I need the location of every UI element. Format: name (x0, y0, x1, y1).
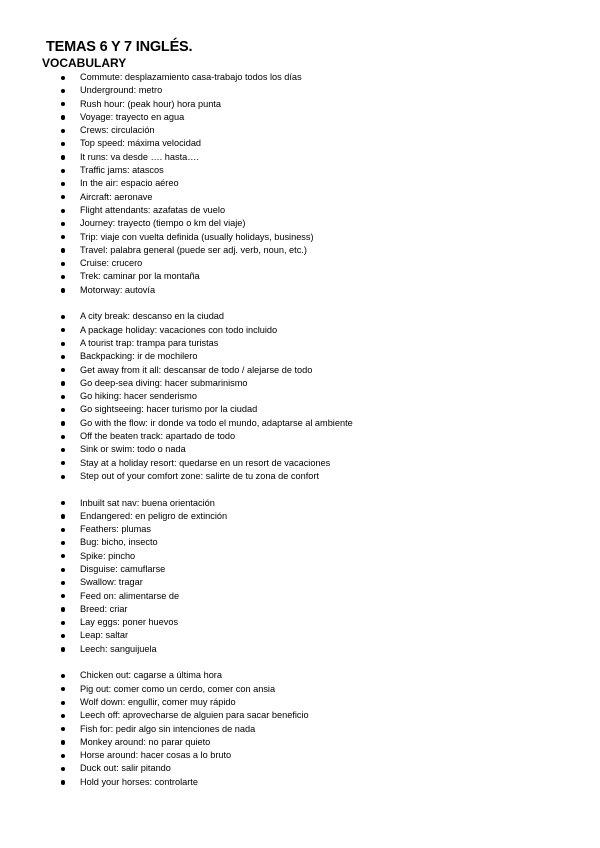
list-item (0, 616, 600, 629)
vocabulary-entry: A city break: descanso en la ciudad (80, 311, 225, 322)
list-item (0, 217, 600, 230)
vocabulary-entry: Backpacking: ir de mochilero (80, 351, 198, 362)
vocabulary-entry: Feed on: alimentarse de (80, 590, 180, 601)
list-item (0, 563, 600, 576)
vocabulary-entry: Endangered: en peligro de extinción (80, 510, 228, 521)
bullet-icon (61, 275, 65, 279)
bullet-icon (61, 607, 65, 611)
vocabulary-entry: Flight attendants: azafatas de vuelo (80, 204, 226, 215)
bullet-icon (61, 541, 65, 545)
list-item (0, 377, 600, 390)
vocabulary-entry: It runs: va desde …. hasta…. (80, 151, 199, 162)
list-item (0, 310, 600, 323)
list-item (0, 629, 600, 642)
bullet-icon (61, 448, 65, 452)
vocabulary-entry: Hold your horses: controlarte (80, 776, 198, 787)
bullet-icon (61, 169, 65, 173)
bullet-icon (61, 328, 65, 332)
vocabulary-entry: Go deep-sea diving: hacer submarinismo (80, 377, 248, 388)
list-item (0, 390, 600, 403)
bullet-icon (61, 355, 65, 359)
bullet-icon (61, 102, 65, 106)
bullet-icon (61, 142, 65, 146)
bullet-icon (61, 76, 65, 80)
vocabulary-entry: Trek: caminar por la montaña (80, 271, 200, 282)
list-item (0, 164, 600, 177)
list-item (0, 457, 600, 470)
bullet-icon (61, 767, 65, 771)
bullet-icon (61, 687, 65, 691)
vocabulary-entry: A package holiday: vacaciones con todo incluido (80, 324, 278, 335)
bullet-icon (61, 235, 65, 239)
bullet-icon (61, 115, 65, 119)
list-item (0, 497, 600, 510)
document-title: TEMAS 6 Y 7 INGLÉS. (46, 39, 193, 55)
list-item (0, 550, 600, 563)
bullet-icon (61, 262, 65, 266)
list-item (0, 417, 600, 430)
list-item (0, 696, 600, 709)
list-item (0, 151, 600, 164)
list-item (0, 177, 600, 190)
list-item (0, 603, 600, 616)
bullet-icon (61, 528, 65, 532)
bullet-icon (61, 368, 65, 372)
vocabulary-entry: Fish for: pedir algo sin intenciones de nada (80, 723, 256, 734)
list-item (0, 244, 600, 257)
bullet-icon (61, 195, 65, 199)
vocabulary-entry: Leech off: aprovecharse de alguien para sacar beneficio (80, 710, 309, 721)
list-item (0, 576, 600, 589)
list-item (0, 470, 600, 483)
vocabulary-entry: Aircraft: aeronave (80, 191, 153, 202)
vocabulary-entry: Horse around: hacer cosas a lo bruto (80, 750, 232, 761)
list-item (0, 191, 600, 204)
vocabulary-group (0, 310, 600, 483)
bullet-icon (61, 501, 65, 505)
vocabulary-list (0, 71, 600, 789)
list-item (0, 231, 600, 244)
list-item (0, 204, 600, 217)
list-item (0, 98, 600, 111)
list-item (0, 776, 600, 789)
vocabulary-entry: Travel: palabra general (puede ser adj. verb, noun, etc.) (80, 244, 307, 255)
vocabulary-group (0, 669, 600, 789)
bullet-icon (61, 182, 65, 186)
vocabulary-entry: Commute: desplazamiento casa-trabajo todos los días (80, 72, 302, 82)
list-item (0, 84, 600, 97)
vocabulary-entry: Crews: circulación (80, 125, 155, 136)
list-item (0, 337, 600, 350)
list-item (0, 443, 600, 456)
vocabulary-entry: Go hiking: hacer senderismo (80, 391, 197, 402)
list-item (0, 111, 600, 124)
bullet-icon (61, 408, 65, 412)
vocabulary-entry: Top speed: máxima velocidad (80, 138, 202, 149)
vocabulary-entry: Traffic jams: atascos (80, 165, 164, 176)
vocabulary-entry: Duck out: salir pitando (80, 763, 171, 774)
list-item (0, 270, 600, 283)
bullet-icon (61, 647, 65, 651)
bullet-icon (61, 315, 65, 319)
vocabulary-entry: Off the beaten track: apartado de todo (80, 431, 236, 442)
vocabulary-entry: Lay eggs: poner huevos (80, 617, 179, 628)
bullet-icon (61, 621, 65, 625)
bullet-icon (61, 461, 65, 465)
vocabulary-entry: Pig out: comer como un cerdo, comer con ansia (80, 683, 276, 694)
bullet-icon (61, 155, 65, 159)
vocabulary-entry: Go sightseeing: hacer turismo por la ciudad (80, 404, 258, 415)
bullet-icon (61, 634, 65, 638)
vocabulary-entry: Disguise: camuflarse (80, 563, 166, 574)
bullet-icon (61, 674, 65, 678)
bullet-icon (61, 129, 65, 133)
list-item (0, 723, 600, 736)
list-item (0, 590, 600, 603)
list-item (0, 284, 600, 297)
bullet-icon (61, 727, 65, 731)
list-item (0, 350, 600, 363)
list-item (0, 669, 600, 682)
bullet-icon (61, 342, 65, 346)
bullet-icon (61, 381, 65, 385)
list-item (0, 762, 600, 775)
bullet-icon (61, 754, 65, 758)
list-item (0, 510, 600, 523)
list-item (0, 709, 600, 722)
bullet-icon (61, 421, 65, 425)
bullet-icon (61, 568, 65, 572)
bullet-icon (61, 435, 65, 439)
vocabulary-entry: Cruise: crucero (80, 258, 143, 269)
bullet-icon (61, 475, 65, 479)
vocabulary-entry: Voyage: trayecto en agua (80, 111, 185, 122)
vocabulary-entry: Rush hour: (peak hour) hora punta (80, 98, 221, 109)
list-item (0, 523, 600, 536)
bullet-icon (61, 222, 65, 226)
bullet-icon (61, 89, 65, 93)
vocabulary-entry: Wolf down: engullir, comer muy rápido (80, 696, 236, 707)
list-item (0, 643, 600, 656)
vocabulary-group (0, 497, 600, 657)
vocabulary-entry: Journey: trayecto (tiempo o km del viaje) (80, 218, 246, 229)
vocabulary-entry: Monkey around: no parar quieto (80, 736, 211, 747)
vocabulary-entry: Underground: metro (80, 85, 163, 96)
vocabulary-entry: Breed: criar (80, 603, 128, 614)
list-item (0, 364, 600, 377)
bullet-icon (61, 594, 65, 598)
vocabulary-entry: Sink or swim: todo o nada (80, 444, 186, 455)
list-item (0, 683, 600, 696)
list-item (0, 536, 600, 549)
vocabulary-entry: Chicken out: cagarse a última hora (80, 670, 222, 681)
list-item (0, 749, 600, 762)
vocabulary-entry: Bug: bicho, insecto (80, 537, 158, 548)
vocabulary-entry: Step out of your comfort zone: salirte de tu zona de confort (80, 470, 320, 481)
vocabulary-group (0, 71, 600, 297)
vocabulary-entry: Stay at a holiday resort: quedarse en un resort de vacaciones (80, 457, 331, 468)
vocabulary-entry: Trip: viaje con vuelta definida (usually holidays, business) (80, 231, 314, 242)
bullet-icon (61, 554, 65, 558)
vocabulary-entry: Motorway: autovía (80, 284, 156, 295)
vocabulary-entry: Spike: pincho (80, 550, 136, 561)
bullet-icon (61, 248, 65, 252)
vocabulary-entry: Leech: sanguijuela (80, 643, 157, 654)
vocabulary-entry: Inbuilt sat nav: buena orientación (80, 497, 215, 508)
bullet-icon (61, 395, 65, 399)
vocabulary-entry: Go with the flow: ir donde va todo el mundo, adaptarse al ambiente (80, 417, 353, 428)
vocabulary-entry: In the air: espacio aéreo (80, 178, 179, 189)
list-item (0, 403, 600, 416)
section-heading-vocabulary: VOCABULARY (42, 56, 127, 70)
bullet-icon (61, 701, 65, 705)
list-item (0, 257, 600, 270)
vocabulary-entry: Feathers: plumas (80, 524, 151, 535)
list-item (0, 124, 600, 137)
bullet-icon (61, 714, 65, 718)
list-item (0, 430, 600, 443)
bullet-icon (61, 209, 65, 213)
list-item (0, 736, 600, 749)
bullet-icon (61, 288, 65, 292)
vocabulary-entry: Get away from it all: descansar de todo / alejarse de todo (80, 364, 313, 375)
bullet-icon (61, 740, 65, 744)
vocabulary-entry: A tourist trap: trampa para turistas (80, 337, 219, 348)
list-item (0, 71, 600, 84)
bullet-icon (61, 581, 65, 585)
vocabulary-entry: Leap: saltar (80, 630, 129, 641)
list-item (0, 324, 600, 337)
vocabulary-entry: Swallow: tragar (80, 577, 143, 588)
list-item (0, 137, 600, 150)
bullet-icon (61, 514, 65, 518)
bullet-icon (61, 780, 65, 784)
